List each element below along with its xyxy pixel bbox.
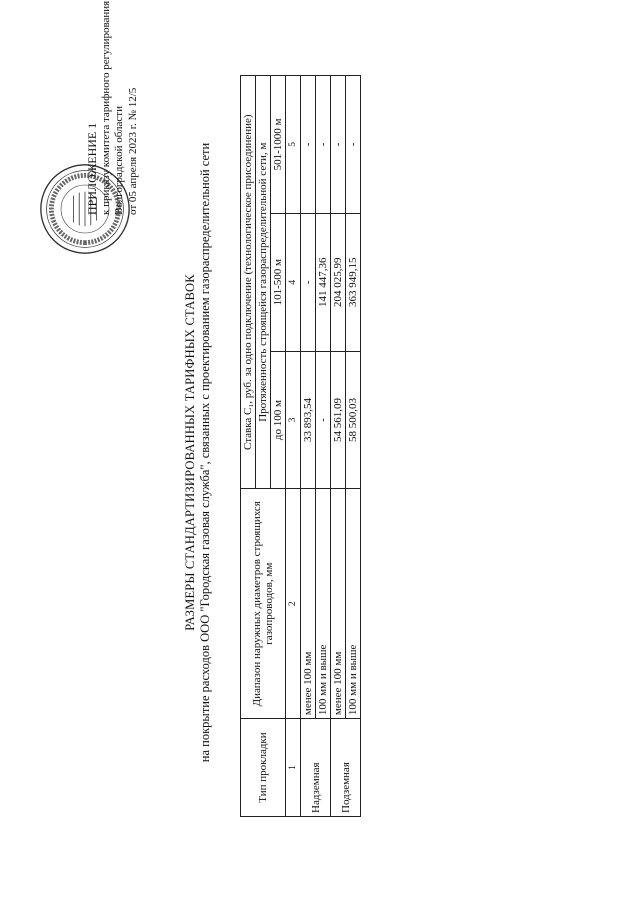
approval-block — [85, 0, 140, 215]
tariff-rates-table — [240, 75, 361, 817]
column-number: 5 — [286, 76, 301, 214]
table-row — [316, 76, 331, 817]
appendix-label: ПРИЛОЖЕНИЕ 1 — [85, 122, 99, 215]
laying-type-cell: Подземная — [331, 719, 361, 817]
table-header-row — [241, 76, 256, 817]
table-row — [346, 76, 361, 817]
column-number: 4 — [286, 213, 301, 351]
header-laying-type: Тип прокладки — [241, 719, 286, 817]
header-rate: Ставка C₁, руб. за одно подключение (технологическое присоединение) — [241, 76, 256, 489]
rate-cell: 363 949,15 — [346, 213, 361, 351]
table-row — [301, 76, 316, 817]
rate-cell: - — [301, 213, 316, 351]
rate-cell: 54 561,09 — [331, 351, 346, 489]
rate-cell: 58 500,03 — [346, 351, 361, 489]
header-length-up-to-100: до 100 м — [271, 351, 286, 489]
rate-cell: - — [316, 351, 331, 489]
rate-cell: 204 025,99 — [331, 213, 346, 351]
rate-cell: 141 447,36 — [316, 213, 331, 351]
rate-cell: 33 893,54 — [301, 351, 316, 489]
header-diameter-range: Диапазон наружных диаметров строящихся газопроводов, мм — [241, 489, 286, 719]
region-name: Волгоградской области — [113, 106, 125, 215]
diameter-range-cell: 100 мм и выше — [346, 489, 361, 719]
document-subtitle: на покрытие расходов ООО "Городская газовая служба", связанных с проектированием газораспределительной сети — [198, 142, 212, 763]
rate-cell: - — [301, 76, 316, 214]
table-row — [331, 76, 346, 817]
order-reference: к приказу комитета тарифного регулирования — [99, 0, 112, 215]
laying-type-cell: Надземная — [301, 719, 331, 817]
diameter-range-cell: менее 100 мм — [331, 489, 346, 719]
column-number: 2 — [286, 489, 301, 719]
rate-cell: - — [316, 76, 331, 214]
column-number-row — [286, 76, 301, 817]
diameter-range-cell: менее 100 мм — [301, 489, 316, 719]
rate-cell: - — [346, 76, 361, 214]
column-number: 1 — [286, 719, 301, 817]
diameter-range-cell: 100 мм и выше — [316, 489, 331, 719]
header-length-101-500: 101-500 м — [271, 213, 286, 351]
header-network-length: Протяженность строящейся газораспределительной сети, м — [256, 76, 271, 489]
order-date-number: от 05 апреля 2023 г. № 12/5 — [126, 87, 139, 215]
column-number: 3 — [286, 351, 301, 489]
rate-cell: - — [331, 76, 346, 214]
header-length-501-1000: 501-1000 м — [271, 76, 286, 214]
document-title: РАЗМЕРЫ СТАНДАРТИЗИРОВАННЫХ ТАРИФНЫХ СТАВОК — [183, 274, 197, 631]
